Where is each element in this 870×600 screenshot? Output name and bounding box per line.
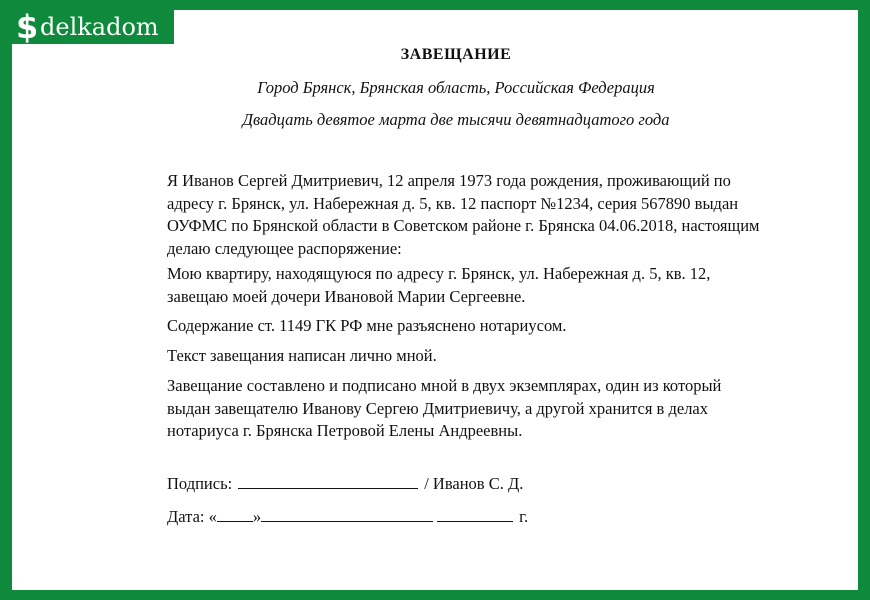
paragraph-testator: Я Иванов Сергей Дмитриевич, 12 апреля 1973 года рождения, проживающий по адресу г. Брянск, ул. Набережная д. 5, кв. 12 паспорт №1234, серия 567890 выдан ОУФМС по Брянской области в Советском районе г. Брянска 04.06.2018, настоящим делаю следующее распоряжение: <box>167 171 760 258</box>
document-city: Город Брянск, Брянская область, Российская Федерация <box>257 78 655 97</box>
paragraph-bequest: Мою квартиру, находящуюся по адресу г. Брянск, ул. Набережная д. 5, кв. 12, завещаю моей дочери Ивановой Марии Сергеевне. <box>167 264 711 306</box>
document-date: Двадцать девятое марта две тысячи девятнадцатого года <box>242 110 670 129</box>
paragraph-handwritten: Текст завещания написан лично мной. <box>167 346 437 365</box>
signature-label: Подпись: <box>167 474 233 493</box>
date-line <box>167 507 528 527</box>
paragraph-copies: Завещание составлено и подписано мной в двух экземплярах, один из который выдан завещателю Иванову Сергею Дмитриевичу, а другой хранится в делах нотариуса г. Брянска Петровой Елены Андреевны. <box>167 376 722 440</box>
document-title: ЗАВЕЩАНИЕ <box>400 46 512 63</box>
date-label: Дата: « <box>167 507 217 526</box>
signature-line <box>167 474 523 494</box>
signature-name: / Иванов С. Д. <box>424 474 524 493</box>
date-year-suffix: г. <box>519 507 529 526</box>
date-close-quote: » <box>252 507 262 526</box>
paragraph-law-article: Содержание ст. 1149 ГК РФ мне разъяснено нотариусом. <box>167 316 567 335</box>
date-day-blank <box>217 507 253 522</box>
dollar-icon: $ <box>16 8 39 46</box>
logo-text: delkadom <box>40 13 159 41</box>
date-year-blank <box>437 507 513 522</box>
date-month-blank <box>261 507 433 522</box>
site-logo[interactable] <box>12 10 174 44</box>
signature-blank <box>238 474 418 489</box>
